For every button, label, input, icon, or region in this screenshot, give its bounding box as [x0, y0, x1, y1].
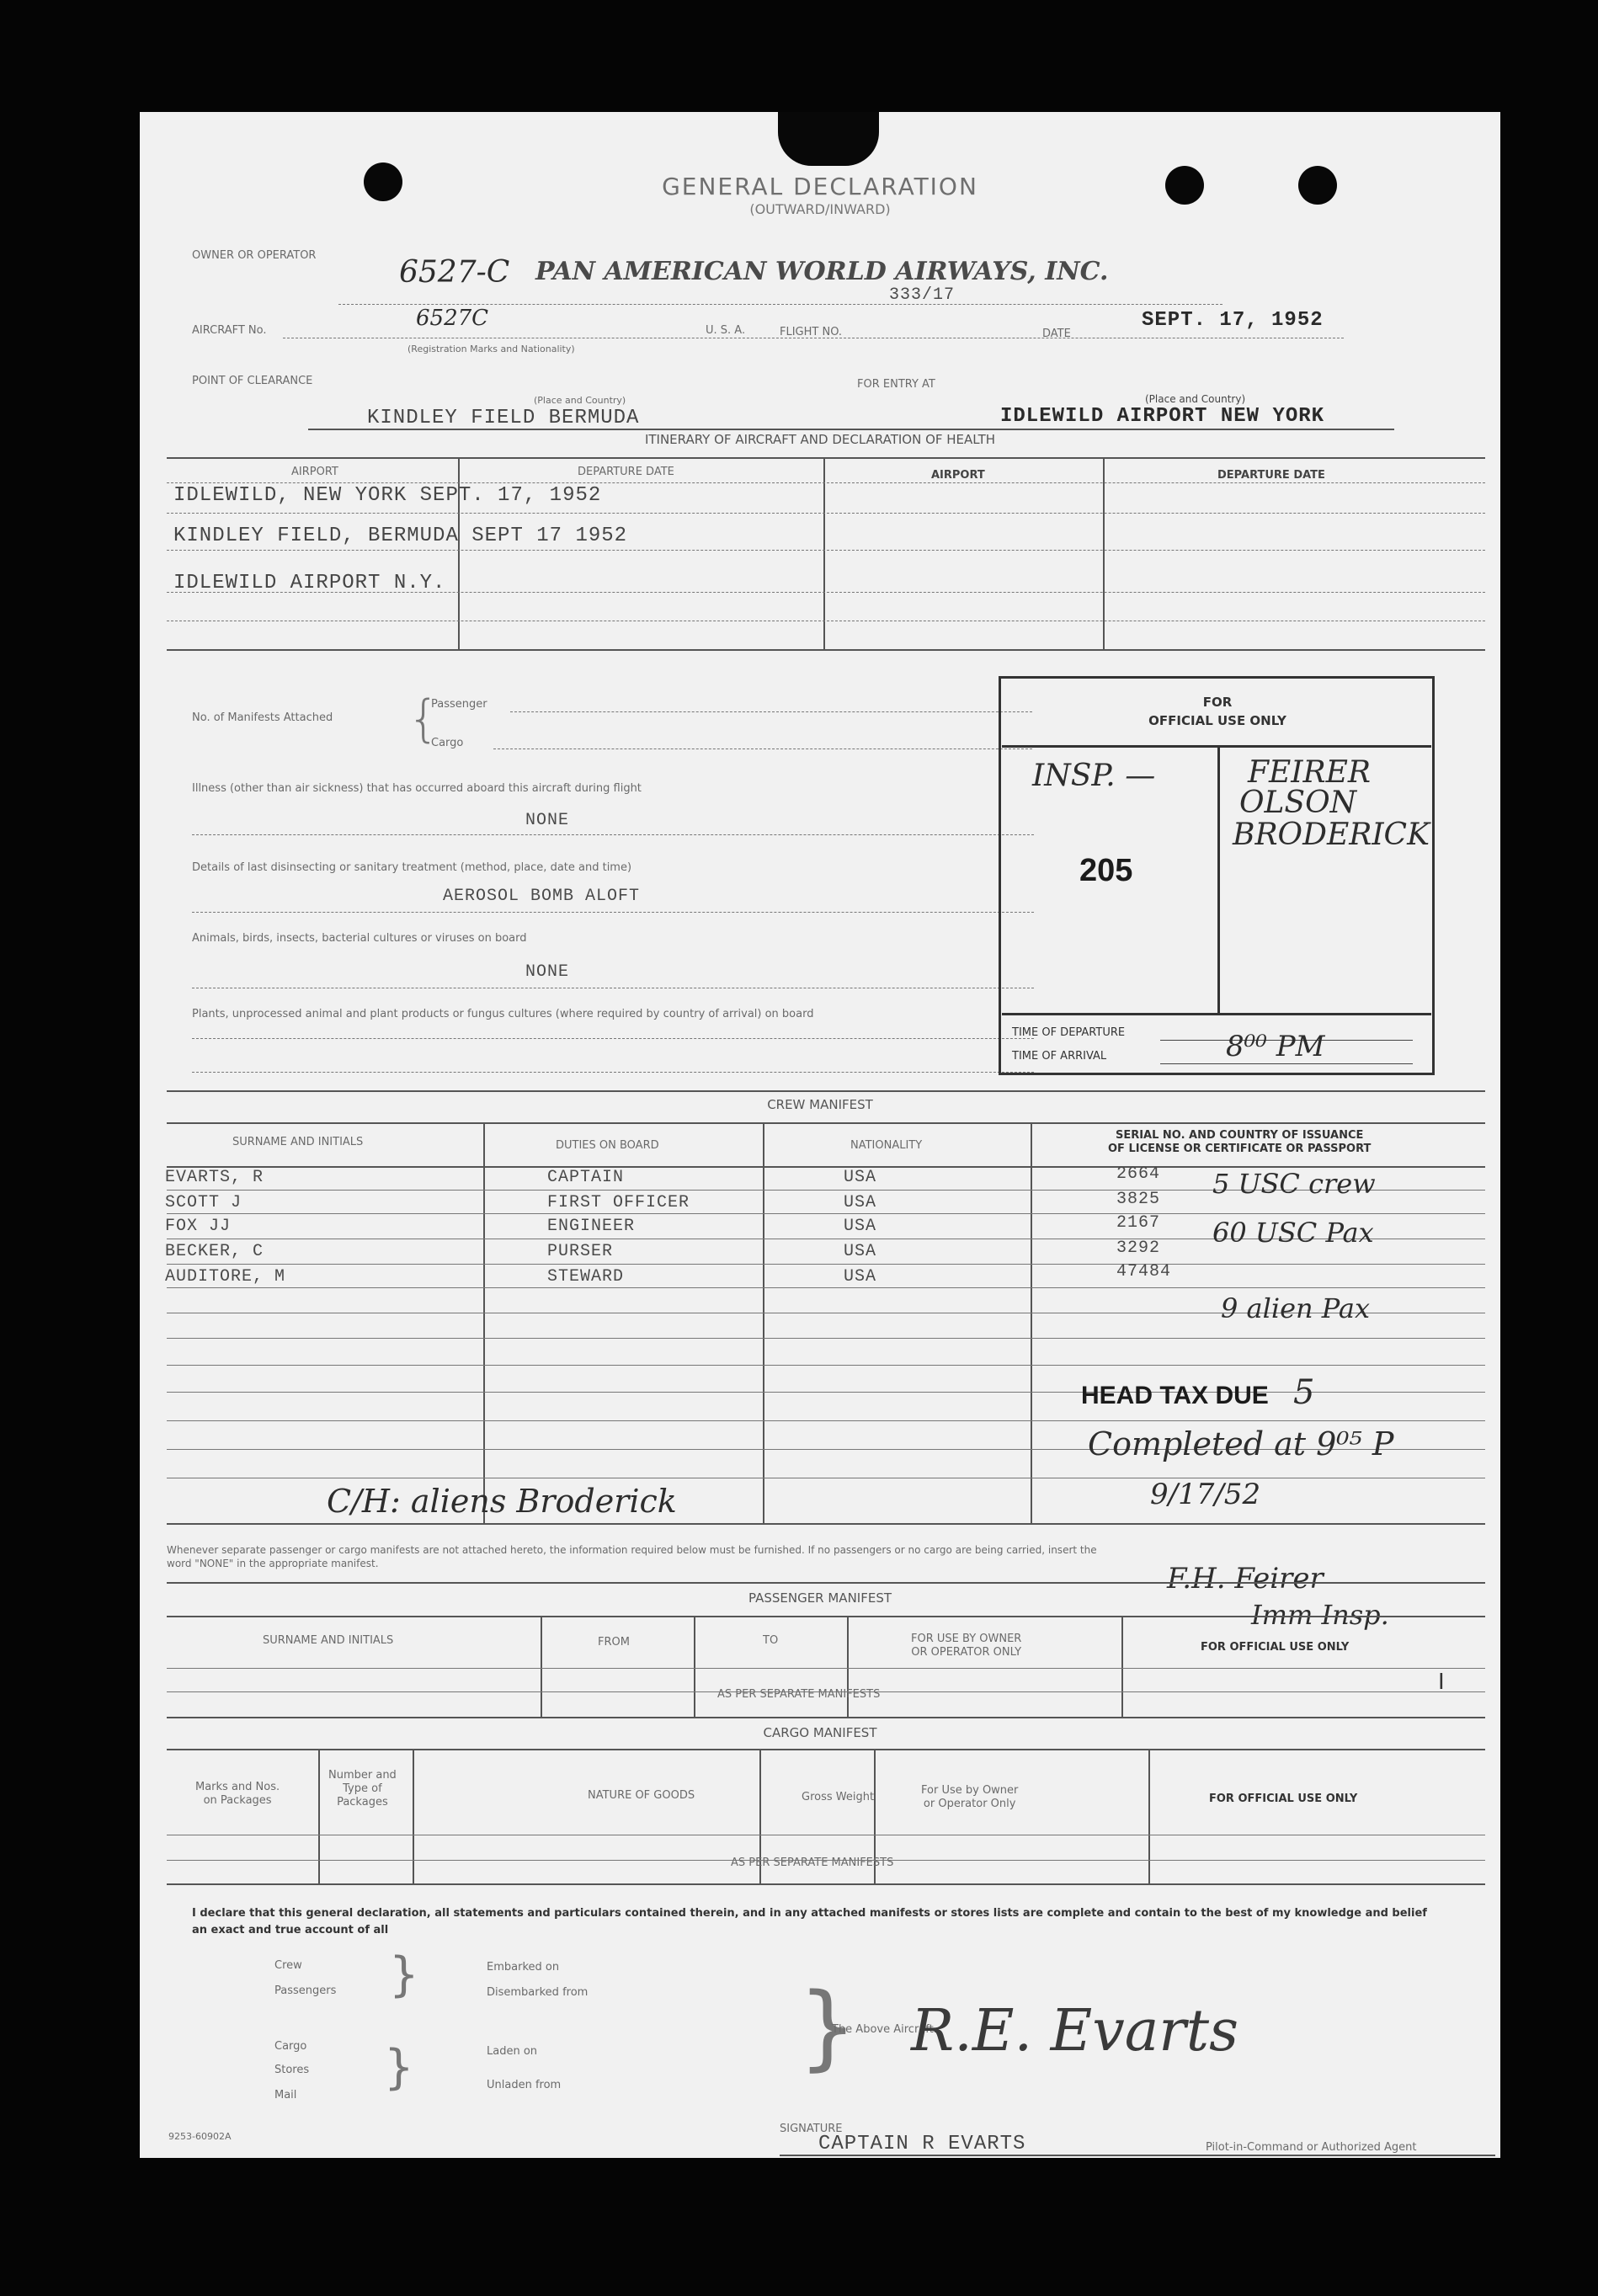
time-departure-label: TIME OF DEPARTURE — [1012, 1026, 1126, 1039]
passenger-top-line — [167, 1582, 1485, 1584]
pilot-label: Pilot-in-Command or Authorized Agent — [1206, 2141, 1417, 2154]
crew-col-duties: DUTIES ON BOARD — [556, 1139, 659, 1152]
cargo-label: Cargo — [431, 737, 464, 749]
pass-col-official: FOR OFFICIAL USE ONLY — [1201, 1641, 1350, 1654]
pass-divider-1 — [541, 1616, 542, 1717]
signature-label: SIGNATURE — [780, 2123, 843, 2135]
cargo-col-packages: Number and Type of Packages — [328, 1769, 397, 1809]
crew-nationality: USA — [844, 1217, 877, 1236]
cargo-header-line — [167, 1749, 1485, 1750]
official-divider — [1217, 745, 1220, 1013]
pass-col-owner: FOR USE BY OWNER OR OPERATOR ONLY — [911, 1633, 1022, 1659]
crew-nationality: USA — [844, 1193, 877, 1212]
above-aircraft-label: The Above Aircraft. — [832, 2023, 937, 2036]
pass-col-name: SURNAME AND INITIALS — [263, 1634, 394, 1647]
crew-serial: 2664 — [1116, 1164, 1161, 1184]
crew-divider-2 — [763, 1122, 764, 1523]
official-name-2: OLSON — [1239, 786, 1357, 820]
itinerary-line-1 — [167, 482, 1485, 483]
crew-name: AUDITORE, M — [165, 1267, 286, 1287]
plants-line-1 — [192, 1038, 1034, 1039]
aliens-note: C/H: aliens Broderick — [327, 1483, 677, 1520]
official-header-line — [1002, 745, 1431, 748]
official-name-3: BRODERICK — [1233, 818, 1430, 852]
pass-col-from: FROM — [598, 1636, 630, 1649]
whenever-note: Whenever separate passenger or cargo manifests are not attached hereto, the information required below must be furnished. If no passengers or no cargo are being carried, insert the word "NONE" in the appropriate manifest. — [167, 1544, 1097, 1569]
itinerary-header: ITINERARY OF AIRCRAFT AND DECLARATION OF HEALTH — [644, 432, 996, 447]
general-declaration-document — [140, 112, 1500, 2158]
crew-bottom-line — [167, 1523, 1485, 1525]
crew-line — [167, 1213, 1485, 1214]
decl-brace-2: } — [384, 2040, 414, 2095]
illness-line — [192, 834, 1034, 835]
crew-line — [167, 1264, 1485, 1265]
cargo-bottom-line — [167, 1883, 1485, 1885]
form-subtitle: (OUTWARD/INWARD) — [749, 201, 891, 217]
entry-label: FOR ENTRY AT — [857, 378, 935, 391]
usa-label: U. S. A. — [706, 324, 746, 337]
crew-nationality: USA — [844, 1168, 877, 1187]
pass-divider-2 — [694, 1616, 695, 1717]
pass-mark: I — [1438, 1670, 1445, 1695]
head-tax-value: 5 — [1293, 1373, 1315, 1412]
laden-label: Laden on — [487, 2045, 538, 2058]
pass-line-1 — [167, 1668, 1485, 1669]
crew-nationality: USA — [844, 1267, 877, 1287]
cargo-col-official: FOR OFFICIAL USE ONLY — [1209, 1793, 1358, 1805]
animals-value: NONE — [525, 962, 570, 982]
crew-col-name: SURNAME AND INITIALS — [232, 1136, 364, 1148]
owner-handwritten: 6527-C — [399, 255, 510, 290]
passenger-header-line — [167, 1616, 1485, 1617]
crew-duty: STEWARD — [547, 1267, 625, 1287]
official-insp: INSP. — — [1032, 759, 1156, 793]
disinsection-label: Details of last disinsecting or sanitary treatment (method, place, date and time) — [192, 861, 632, 874]
pass-divider-4 — [1121, 1616, 1123, 1717]
illness-value: NONE — [525, 811, 570, 830]
decl-cargo-label: Cargo — [274, 2040, 307, 2053]
crew-name: FOX JJ — [165, 1217, 232, 1236]
cargo-col-weight: Gross Weight — [802, 1791, 875, 1803]
crew-line — [167, 1287, 1485, 1288]
aircraft-value: 6527C — [416, 306, 489, 331]
itinerary-bottom-line — [167, 649, 1485, 651]
cargo-col-marks: Marks and Nos. on Packages — [195, 1781, 280, 1807]
crew-nationality: USA — [844, 1242, 877, 1261]
crew-serial: 47484 — [1116, 1262, 1172, 1281]
crew-top-line — [167, 1090, 1485, 1092]
unladen-label: Unladen from — [487, 2079, 562, 2091]
owner-label: OWNER OR OPERATOR — [192, 249, 317, 262]
crew-serial: 3292 — [1116, 1239, 1161, 1258]
cargo-divider-2 — [413, 1749, 414, 1883]
decl-crew-label: Crew — [274, 1959, 302, 1972]
crew-header-line — [167, 1122, 1485, 1124]
crew-line — [167, 1392, 1485, 1393]
crew-line — [167, 1365, 1485, 1366]
crew-col-serial: SERIAL NO. AND COUNTRY OF ISSUANCE OF LICENSE OR CERTIFICATE OR PASSPORT — [1108, 1129, 1372, 1155]
passenger-line — [510, 711, 1032, 712]
signature-name: CAPTAIN R EVARTS — [818, 2133, 1026, 2155]
itinerary-col-date-1: DEPARTURE DATE — [578, 466, 674, 478]
pass-divider-3 — [847, 1616, 849, 1717]
entry-value: IDLEWILD AIRPORT NEW YORK — [1000, 405, 1325, 428]
form-number: 9253-60902A — [168, 2131, 232, 2142]
disembarked-label: Disembarked from — [487, 1986, 589, 1999]
passenger-header: PASSENGER MANIFEST — [748, 1590, 892, 1606]
crew-col-nationality: NATIONALITY — [850, 1139, 923, 1152]
pass-note: AS PER SEPARATE MANIFESTS — [717, 1688, 881, 1701]
pass-col-to: TO — [763, 1634, 779, 1647]
crew-header: CREW MANIFEST — [767, 1097, 873, 1112]
itinerary-line-4 — [167, 592, 1485, 593]
decl-mail-label: Mail — [274, 2089, 297, 2102]
passenger-bottom-line — [167, 1717, 1485, 1718]
disinsection-value: AEROSOL BOMB ALOFT — [443, 887, 641, 906]
official-number: 205 — [1079, 853, 1133, 888]
crew-duty: ENGINEER — [547, 1217, 636, 1236]
flight-label: FLIGHT NO. — [780, 326, 843, 338]
itinerary-col-airport-1: AIRPORT — [291, 466, 338, 478]
completed-date: 9/17/52 — [1150, 1478, 1261, 1511]
time-arrival-line — [1160, 1063, 1413, 1064]
itinerary-col-airport-2: AIRPORT — [931, 469, 985, 482]
cargo-col-goods: NATURE OF GOODS — [588, 1789, 695, 1802]
itinerary-col-date-2: DEPARTURE DATE — [1217, 469, 1325, 482]
time-arrival-label: TIME OF ARRIVAL — [1012, 1050, 1107, 1063]
cargo-line — [493, 748, 1032, 749]
official-name-1: FEIRER — [1248, 755, 1371, 790]
crew-line — [167, 1420, 1485, 1421]
crew-duty: CAPTAIN — [547, 1168, 625, 1187]
disinsection-line — [192, 912, 1034, 913]
decl-brace-3: } — [798, 1973, 857, 2080]
itinerary-row-2: KINDLEY FIELD, BERMUDA SEPT 17 1952 — [173, 525, 628, 547]
pass-line-2 — [167, 1691, 1485, 1692]
crew-note-3: 9 alien Pax — [1221, 1292, 1371, 1324]
crew-name: SCOTT J — [165, 1193, 242, 1212]
itinerary-top-line — [167, 457, 1485, 459]
clearance-value: KINDLEY FIELD BERMUDA — [367, 407, 640, 429]
binder-tab — [778, 112, 879, 166]
crew-note-1: 5 USC crew — [1212, 1168, 1376, 1200]
itinerary-row-1: IDLEWILD, NEW YORK SEPT. 17, 1952 — [173, 484, 602, 507]
signature-line — [780, 2155, 1495, 2156]
crew-name: EVARTS, R — [165, 1168, 264, 1187]
entry-line — [308, 429, 1394, 430]
itinerary-line-2 — [167, 513, 1485, 514]
plants-label: Plants, unprocessed animal and plant products or fungus cultures (where required by country of arrival) on board — [192, 1008, 814, 1020]
plants-line-2 — [192, 1072, 1034, 1073]
date-label: DATE — [1042, 328, 1071, 340]
passenger-label: Passenger — [431, 698, 487, 711]
head-tax-label: HEAD TAX DUE — [1081, 1382, 1269, 1409]
date-value: SEPT. 17, 1952 — [1142, 309, 1324, 332]
cargo-col-owner: For Use by Owner or Operator Only — [921, 1784, 1019, 1810]
crew-name: BECKER, C — [165, 1242, 264, 1261]
cargo-divider-1 — [318, 1749, 320, 1883]
illness-label: Illness (other than air sickness) that has occurred aboard this aircraft during flight — [192, 782, 642, 795]
crew-divider-1 — [483, 1122, 485, 1523]
cargo-line-2 — [167, 1860, 1485, 1861]
crew-divider-3 — [1031, 1122, 1032, 1523]
place-label-2: (Place and Country) — [1145, 393, 1246, 405]
place-label-1: (Place and Country) — [534, 395, 626, 406]
cargo-header: CARGO MANIFEST — [763, 1725, 877, 1740]
crew-serial: 3825 — [1116, 1190, 1161, 1209]
completed-note: Completed at 9⁰⁵ P — [1088, 1425, 1394, 1462]
manifests-brace: { — [407, 690, 440, 748]
crew-note-2: 60 USC Pax — [1212, 1217, 1374, 1249]
animals-label: Animals, birds, insects, bacterial cultures or viruses on board — [192, 932, 527, 945]
crew-serial: 2167 — [1116, 1213, 1161, 1233]
form-title: GENERAL DECLARATION — [662, 173, 978, 200]
captain-signature: R.E. Evarts — [911, 1998, 1239, 2064]
itinerary-row-3: IDLEWILD AIRPORT N.Y. — [173, 572, 446, 594]
decl-passengers-label: Passengers — [274, 1984, 337, 1997]
crew-line — [167, 1338, 1485, 1339]
signature-note-1: F.H. Feirer — [1167, 1562, 1324, 1595]
cargo-note: AS PER SEPARATE MANIFESTS — [731, 1857, 894, 1869]
aircraft-label: AIRCRAFT No. — [192, 324, 267, 337]
owner-line — [338, 304, 1222, 305]
official-use-header: FOR OFFICIAL USE ONLY — [1148, 695, 1286, 728]
crew-duty: FIRST OFFICER — [547, 1193, 690, 1212]
owner-note: 333/17 — [889, 285, 956, 305]
embarked-label: Embarked on — [487, 1961, 560, 1974]
decl-brace-1: } — [389, 1947, 419, 2002]
itinerary-line-3 — [167, 550, 1485, 551]
official-lower-line — [1002, 1013, 1431, 1015]
signature-note-2: Imm Insp. — [1251, 1599, 1389, 1631]
crew-duty: PURSER — [547, 1242, 614, 1261]
manifests-label: No. of Manifests Attached — [192, 711, 333, 724]
decl-stores-label: Stores — [274, 2064, 310, 2076]
time-arrival-value: 8⁰⁰ PM — [1226, 1030, 1325, 1063]
cargo-divider-5 — [1148, 1749, 1150, 1883]
registration-label: (Registration Marks and Nationality) — [407, 344, 575, 354]
declaration-text: I declare that this general declaration, all statements and particulars contained therein, and in any attached manifests or stores lists are complete and contain to the best of my knowledge and belief an exact and true account of all — [192, 1907, 1427, 1936]
owner-value: PAN AMERICAN WORLD AIRWAYS, INC. — [535, 257, 1109, 286]
clearance-label: POINT OF CLEARANCE — [192, 375, 313, 387]
